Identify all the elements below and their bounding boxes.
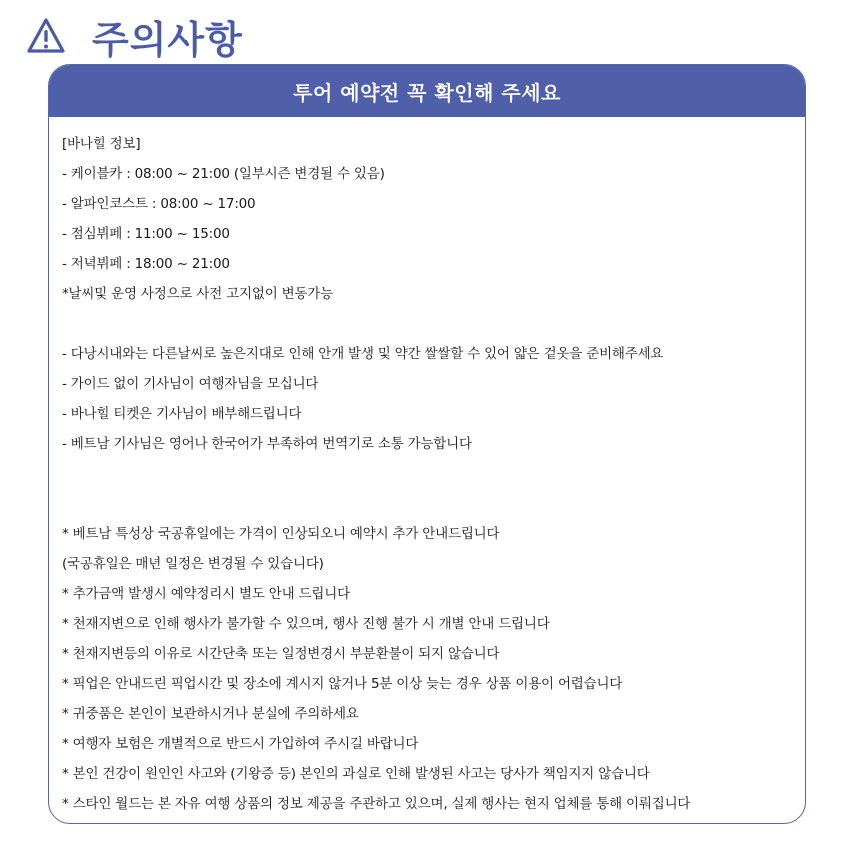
notice-line: - 케이블카 : 08:00 ~ 21:00 (일부시즌 변경될 수 있음) <box>62 166 385 182</box>
notice-line: (국공휴일은 매년 일정은 변경될 수 있습니다) <box>62 556 324 572</box>
section-tour-info <box>62 339 805 459</box>
warning-icon <box>26 16 66 56</box>
spacer <box>62 489 805 519</box>
notice-line: - 다낭시내와는 다른날씨로 높은지대로 인해 안개 발생 및 약간 쌀쌀할 수 있어 얇은 겉옷을 준비해주세요 <box>62 346 664 362</box>
notice-box <box>48 64 806 824</box>
notice-line: * 여행자 보험은 개별적으로 반드시 가입하여 주시길 바랍니다 <box>62 736 419 752</box>
notice-line: - 저녁뷔페 : 18:00 ~ 21:00 <box>62 256 230 272</box>
notice-line: - 점심뷔페 : 11:00 ~ 15:00 <box>62 226 230 242</box>
section-banahill-info <box>62 129 805 309</box>
notice-line: - 바나힐 티켓은 기사님이 배부해드립니다 <box>62 406 302 422</box>
notice-line: * 천재지변으로 인해 행사가 불가할 수 있으며, 행사 진행 불가 시 개별 안내 드립니다 <box>62 616 550 632</box>
section-cautions <box>62 519 805 819</box>
page-title: 주의사항 <box>92 17 243 62</box>
notice-line: * 베트남 특성상 국공휴일에는 가격이 인상되오니 예약시 추가 안내드립니다 <box>62 526 500 542</box>
notice-line: * 픽업은 안내드린 픽업시간 및 장소에 계시지 않거나 5분 이상 늦는 경우 상품 이용이 어렵습니다 <box>62 676 623 692</box>
notice-line: * 추가금액 발생시 예약정리시 별도 안내 드립니다 <box>62 586 350 602</box>
notice-line: * 귀중품은 본인이 보관하시거나 분실에 주의하세요 <box>62 706 359 722</box>
notice-line: * 스타인 월드는 본 자유 여행 상품의 정보 제공을 주관하고 있으며, 실제 행사는 현지 업체를 통해 이뤄집니다 <box>62 796 691 812</box>
title-row <box>26 8 243 64</box>
notice-line: - 베트남 기사님은 영어나 한국어가 부족하여 번역기로 소통 가능합니다 <box>62 436 472 452</box>
spacer <box>62 459 805 489</box>
notice-line: - 가이드 없이 기사님이 여행자님을 모십니다 <box>62 376 319 392</box>
notice-line: *날씨및 운영 사정으로 사전 고지없이 변동가능 <box>62 286 333 302</box>
notice-header: 투어 예약전 꼭 확인해 주세요 <box>49 65 805 117</box>
notice-line: * 본인 건강이 원인인 사고와 (기왕증 등) 본인의 과실로 인해 발생된 사고는 당사가 책임지지 않습니다 <box>62 766 650 782</box>
spacer <box>62 309 805 339</box>
notice-line: - 알파인코스트 : 08:00 ~ 17:00 <box>62 196 256 212</box>
notice-line: * 천재지변등의 이유로 시간단축 또는 일정변경시 부분환불이 되지 않습니다 <box>62 646 500 662</box>
notice-body <box>49 117 805 819</box>
notice-line: [바나힐 정보] <box>62 136 141 152</box>
